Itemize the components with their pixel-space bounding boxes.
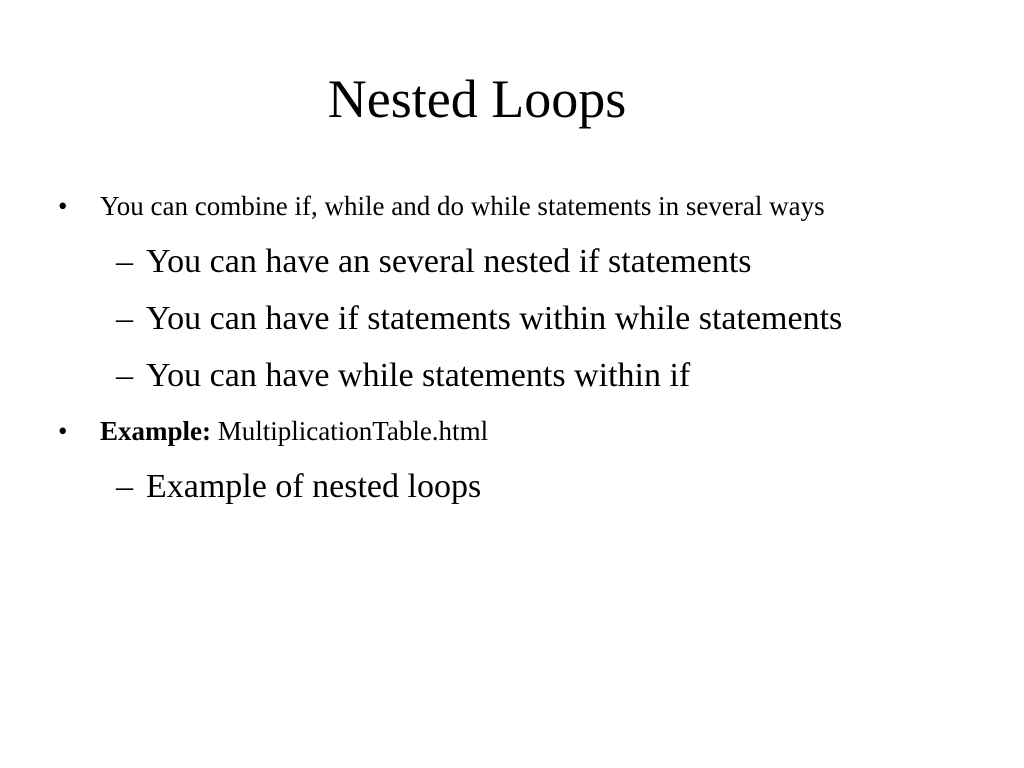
dash-icon: – <box>116 300 133 337</box>
sub-bullet-item <box>116 295 926 343</box>
dash-icon: – <box>116 468 133 505</box>
bullet-icon: • <box>58 416 68 446</box>
bullet-icon: • <box>58 191 68 221</box>
sub-bullet-item <box>116 238 926 286</box>
bullet-item <box>58 411 960 451</box>
sub-bullet-text: You can have an several nested if statements <box>146 243 752 280</box>
dash-icon: – <box>116 357 133 394</box>
example-file-name: MultiplicationTable.html <box>217 416 489 446</box>
sub-bullet-item <box>116 463 926 511</box>
slide-title: Nested Loops <box>327 69 627 129</box>
sub-bullet-item <box>116 352 926 400</box>
example-label: Example: <box>100 416 218 446</box>
sub-bullet-text: You can have if statements within while statements <box>146 300 843 337</box>
bullet-text: You can combine if, while and do while statements in several ways <box>100 191 825 221</box>
slide-body <box>0 186 1024 511</box>
sub-bullet-text: Example of nested loops <box>146 468 482 505</box>
bullet-item <box>58 186 960 226</box>
sub-bullet-text: You can have while statements within if <box>146 357 691 394</box>
dash-icon: – <box>116 243 133 280</box>
